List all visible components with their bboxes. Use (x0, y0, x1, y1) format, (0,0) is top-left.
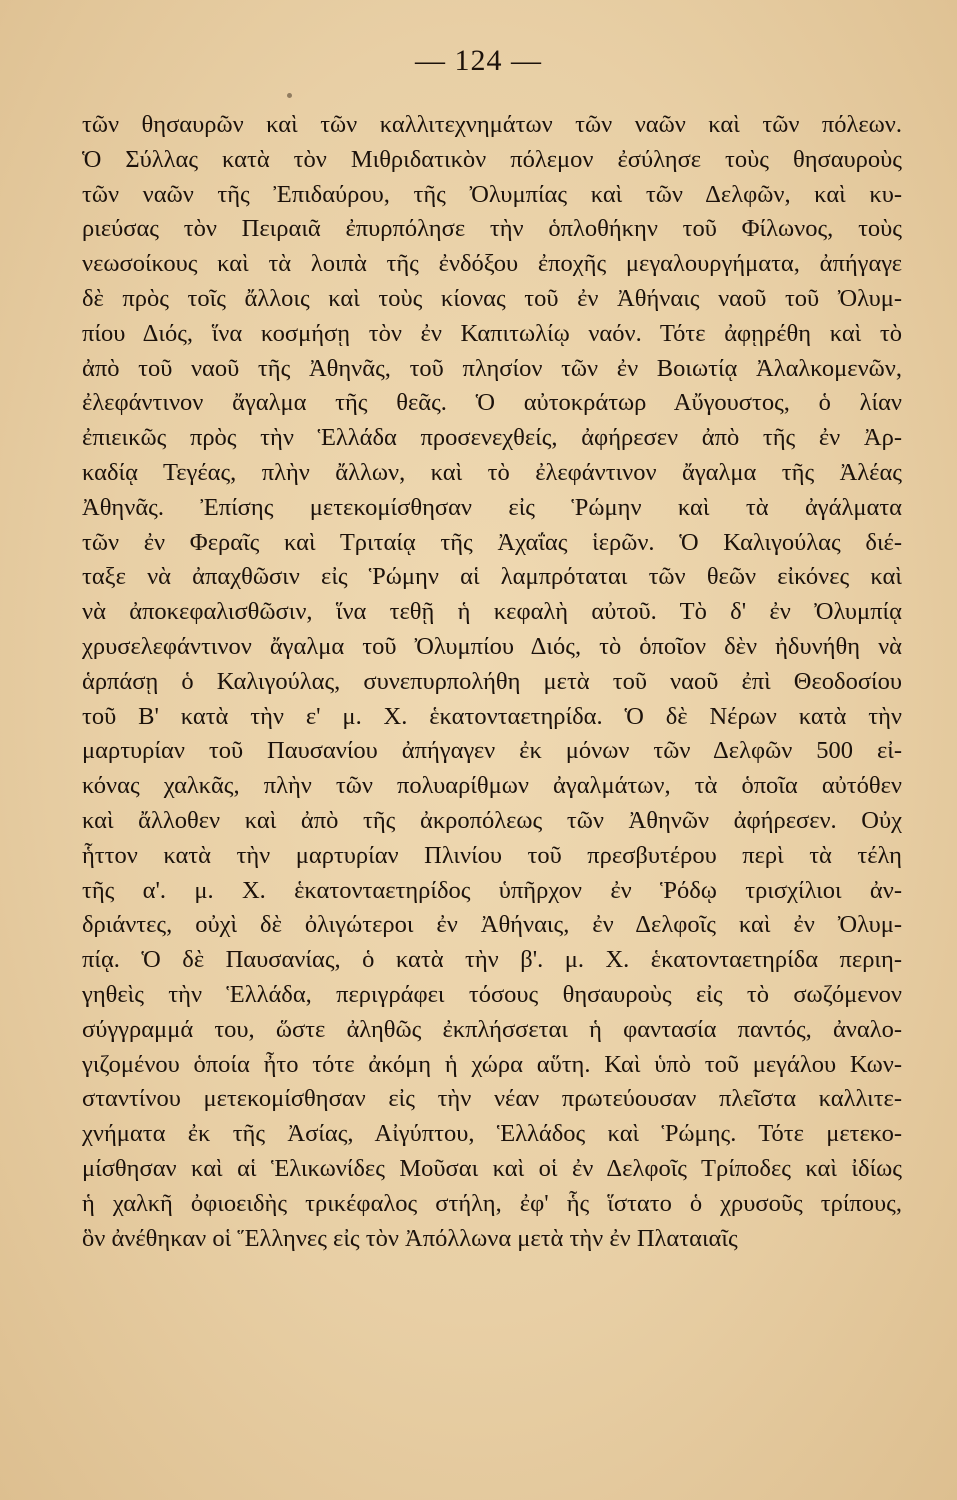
text-line: Ὁ Σύλλας κατὰ τὸν Μιθριδατικὸν πόλεμον ἐσύλησε τοὺς θησαυροὺς (82, 145, 902, 173)
body-text (82, 108, 902, 1256)
ink-speck (287, 93, 292, 98)
text-line: Ἀθηνᾶς. Ἐπίσης μετεκομίσθησαν εἰς Ῥώμην καὶ τὰ ἀγάλματα (82, 493, 902, 521)
text-line: ριεύσας τὸν Πειραιᾶ ἐπυρπόλησε τὴν ὁπλοθήκην τοῦ Φίλωνος, τοὺς (82, 215, 902, 243)
text-line: χρυσελεφάντινον ἄγαλμα τοῦ Ὀλυμπίου Διός, τὸ ὁποῖον δὲν ἠδυνήθη νὰ (82, 632, 902, 660)
text-line: μαρτυρίαν τοῦ Παυσανίου ἀπήγαγεν ἐκ μόνων τῶν Δελφῶν 500 εἰ- (82, 737, 902, 765)
text-line: πίου Διός, ἵνα κοσμήσῃ τὸν ἐν Καπιτωλίῳ ναόν. Τότε ἀφῃρέθη καὶ τὸ (82, 319, 902, 347)
text-line: τοῦ Β' κατὰ τὴν ε' μ. Χ. ἑκατονταετηρίδα. Ὁ δὲ Νέρων κατὰ τὴν (82, 702, 902, 730)
text-line: κόνας χαλκᾶς, πλὴν τῶν πολυαρίθμων ἀγαλμάτων, τὰ ὁποῖα αὐτόθεν (82, 772, 902, 800)
text-line: σταντίνου μετεκομίσθησαν εἰς τὴν νέαν πρωτεύουσαν πλεῖστα καλλιτε- (82, 1085, 902, 1113)
text-line: καὶ ἄλλοθεν καὶ ἀπὸ τῆς ἀκροπόλεως τῶν Ἀθηνῶν ἀφήρεσεν. Οὐχ (82, 806, 902, 834)
text-line: τῶν ναῶν τῆς Ἐπιδαύρου, τῆς Ὀλυμπίας καὶ τῶν Δελφῶν, καὶ κυ- (82, 180, 902, 208)
text-line: δριάντες, οὐχὶ δὲ ὀλιγώτεροι ἐν Ἀθήναις, ἐν Δελφοῖς καὶ ἐν Ὀλυμ- (82, 911, 902, 939)
text-line: ἀπὸ τοῦ ναοῦ τῆς Ἀθηνᾶς, τοῦ πλησίον τῶν ἐν Βοιωτίᾳ Ἀλαλκομενῶν, (82, 354, 902, 382)
text-line: γιζομένου ὁποία ἦτο τότε ἀκόμη ἡ χώρα αὕτη. Καὶ ὑπὸ τοῦ μεγάλου Κων- (82, 1050, 902, 1078)
text-line: τῆς α'. μ. Χ. ἑκατονταετηρίδος ὑπῆρχον ἐν Ῥόδῳ τρισχίλιοι ἀν- (82, 876, 902, 904)
text-line: ὃν ἀνέθηκαν οἱ Ἕλληνες εἰς τὸν Ἀπόλλωνα μετὰ τὴν ἐν Πλαταιαῖς (82, 1224, 738, 1252)
text-line: τῶν ἐν Φεραῖς καὶ Τριταίᾳ τῆς Ἀχαΐας ἱερῶν. Ὁ Καλιγούλας διέ- (82, 528, 902, 556)
text-line: καδίᾳ Τεγέας, πλὴν ἄλλων, καὶ τὸ ἐλεφάντινον ἄγαλμα τῆς Ἀλέας (82, 458, 902, 486)
text-line: ἐλεφάντινον ἄγαλμα τῆς θεᾶς. Ὁ αὐτοκράτωρ Αὔγουστος, ὁ λίαν (82, 389, 902, 417)
text-line: νὰ ἀποκεφαλισθῶσιν, ἵνα τεθῇ ἡ κεφαλὴ αὐτοῦ. Τὸ δ' ἐν Ὀλυμπίᾳ (82, 598, 902, 626)
text-line: τῶν θησαυρῶν καὶ τῶν καλλιτεχνημάτων τῶν ναῶν καὶ τῶν πόλεων. (82, 111, 902, 138)
text-line: νεωσοίκους καὶ τὰ λοιπὰ τῆς ἐνδόξου ἐποχῆς μεγαλουργήματα, ἀπήγαγε (82, 250, 902, 278)
page-number: — 124 — (415, 44, 542, 77)
text-line: ἐπιεικῶς πρὸς τὴν Ἑλλάδα προσενεχθείς, ἀφήρεσεν ἀπὸ τῆς ἐν Ἀρ- (82, 424, 902, 452)
text-line: μίσθησαν καὶ αἱ Ἑλικωνίδες Μοῦσαι καὶ οἱ ἐν Δελφοῖς Τρίποδες καὶ ἰδίως (82, 1154, 902, 1182)
text-line: ἧττον κατὰ τὴν μαρτυρίαν Πλινίου τοῦ πρεσβυτέρου περὶ τὰ τέλη (82, 841, 902, 869)
text-line: ἁρπάσῃ ὁ Καλιγούλας, συνεπυρπολήθη μετὰ τοῦ ναοῦ ἐπὶ Θεοδοσίου (82, 667, 902, 695)
text-line: χνήματα ἐκ τῆς Ἀσίας, Αἰγύπτου, Ἑλλάδος καὶ Ῥώμης. Τότε μετεκο- (82, 1120, 902, 1148)
text-line: ἡ χαλκῆ ὀφιοειδὴς τρικέφαλος στήλη, ἐφ' ἧς ἵστατο ὁ χρυσοῦς τρίπους, (82, 1189, 902, 1217)
text-line: ταξε νὰ ἀπαχθῶσιν εἰς Ῥώμην αἱ λαμπρόταται τῶν θεῶν εἰκόνες καὶ (82, 563, 902, 591)
text-line: γηθεὶς τὴν Ἑλλάδα, περιγράφει τόσους θησαυροὺς εἰς τὸ σωζόμενον (82, 980, 902, 1008)
text-line: πίᾳ. Ὁ δὲ Παυσανίας, ὁ κατὰ τὴν β'. μ. Χ. ἑκατονταετηρίδα περιη- (82, 946, 902, 974)
text-line: δὲ πρὸς τοῖς ἄλλοις καὶ τοὺς κίονας τοῦ ἐν Ἀθήναις ναοῦ τοῦ Ὀλυμ- (82, 284, 902, 312)
text-line: σύγγραμμά του, ὥστε ἀληθῶς ἐκπλήσσεται ἡ φαντασία παντός, ἀναλο- (82, 1015, 902, 1043)
